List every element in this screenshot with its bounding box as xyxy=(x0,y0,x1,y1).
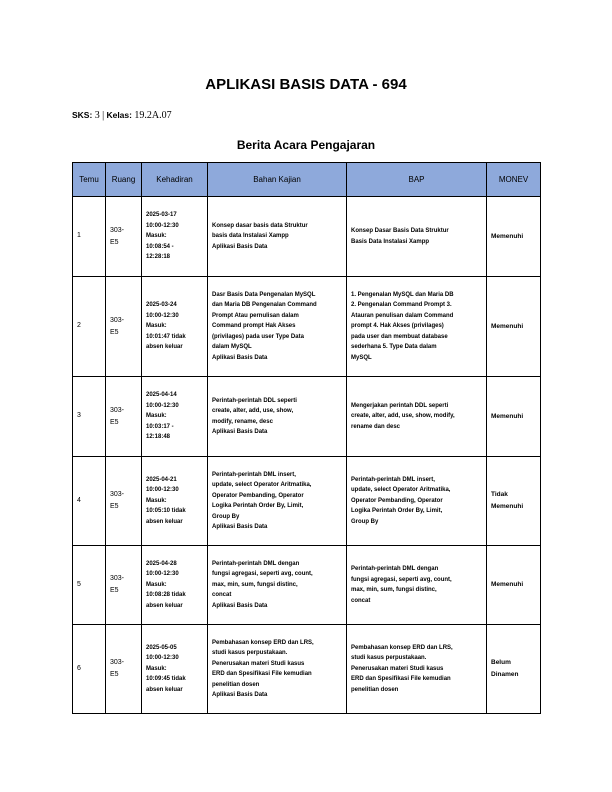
cell-line: 2025-03-17 xyxy=(146,212,177,219)
cell-line: absen keluar xyxy=(146,602,183,609)
cell-line: Masuk: xyxy=(146,581,167,588)
cell-line: 10:08:28 tidak xyxy=(146,592,186,599)
cell-line: Memenuhi xyxy=(491,232,524,240)
cell-line: basis data Instalasi Xampp xyxy=(212,233,289,240)
cell-line: 303- xyxy=(110,659,125,666)
cell-line: Operator Pembanding, Operator xyxy=(351,497,443,504)
table-row xyxy=(73,377,541,457)
cell-monev xyxy=(487,377,541,457)
table-row xyxy=(73,625,541,714)
cell-kehadiran xyxy=(142,377,208,457)
cell-line: 2025-04-21 xyxy=(146,476,177,483)
cell-line: 2025-05-05 xyxy=(146,644,177,651)
header-kehadiran: Kehadiran xyxy=(142,163,208,197)
cell-bap xyxy=(347,457,487,546)
attendance-table xyxy=(72,162,541,714)
cell-line: Perintah-perintah DML dengan xyxy=(212,560,300,567)
cell-kehadiran xyxy=(142,197,208,277)
cell-bap xyxy=(347,625,487,714)
cell-line: 12:28:18 xyxy=(146,254,171,261)
cell-line: Penerusakan materi Studi kasus xyxy=(212,660,305,667)
cell-line: Memenuhi xyxy=(491,412,524,420)
cell-line: absen keluar xyxy=(146,686,183,693)
cell-bahan-kajian xyxy=(208,546,347,625)
cell-line: Atauran penulisan dalam Command xyxy=(351,312,454,319)
cell-line: 303- xyxy=(110,316,125,324)
cell-kehadiran xyxy=(142,546,208,625)
cell-line: modify, rename, desc xyxy=(212,418,273,425)
cell-line: ERD dan Spesifikasi File kemudian xyxy=(212,671,312,677)
cell-line: 303- xyxy=(110,575,125,582)
cell-line: Konsep dasar basis data Struktur xyxy=(212,222,308,229)
cell-kehadiran xyxy=(142,277,208,377)
cell-line: 12:18:48 xyxy=(146,434,171,441)
cell-line: 303- xyxy=(110,226,125,234)
cell-line: Perintah-perintah DML insert, xyxy=(212,471,296,478)
cell-line: Dasr Basis Data Pengenalan MySQL xyxy=(212,291,316,298)
cell-ruang xyxy=(106,377,142,457)
table-row xyxy=(73,197,541,277)
cell-ruang xyxy=(106,277,142,377)
sks-label: SKS: xyxy=(72,110,93,120)
cell-line: studi kasus perpustakaan. xyxy=(351,655,427,662)
cell-line: Basis Data Instalasi Xampp xyxy=(351,238,430,245)
cell-line: E5 xyxy=(110,418,119,426)
cell-line: E5 xyxy=(110,587,119,594)
cell-line: Perintah-perintah DML insert, xyxy=(351,476,435,483)
document-subtitle: Berita Acara Pengajaran xyxy=(236,138,376,152)
cell-line: Pembahasan konsep ERD dan LRS, xyxy=(351,644,453,651)
cell-temu: 4 xyxy=(73,457,106,546)
cell-line: Pembahasan konsep ERD dan LRS, xyxy=(212,639,314,646)
cell-line: 10:00-12:30 xyxy=(146,222,179,229)
cell-monev xyxy=(487,197,541,277)
cell-bap xyxy=(347,546,487,625)
cell-line: ERD dan Spesifikasi File kemudian xyxy=(351,676,451,683)
cell-line: create, alter, add, use, show, xyxy=(212,408,294,414)
cell-line: Command prompt Hak Akses xyxy=(212,323,296,330)
cell-line: E5 xyxy=(110,503,119,510)
document-title: APLIKASI BASIS DATA - 694 xyxy=(205,76,407,93)
cell-line: Aplikasi Basis Data xyxy=(212,602,268,609)
cell-line: prompt 4. Hak Akses (privilages) xyxy=(351,323,444,330)
header-monev: MONEV xyxy=(487,163,541,197)
cell-line: 10:00-12:30 xyxy=(146,402,179,409)
cell-line: Konsep Dasar Basis Data Struktur xyxy=(351,228,449,234)
cell-line: 10:09:45 tidak xyxy=(146,676,186,683)
cell-monev xyxy=(487,457,541,546)
cell-line: 10:00-12:30 xyxy=(146,487,179,494)
cell-line: E5 xyxy=(110,671,119,678)
cell-line: (privilages) pada user Type Data xyxy=(212,333,304,340)
cell-line: pada user dan membuat database xyxy=(351,333,448,340)
cell-bahan-kajian xyxy=(208,625,347,714)
cell-line: max, min, sum, fungsi distinc, xyxy=(212,581,298,588)
cell-line: 10:03:17 - xyxy=(146,423,174,430)
cell-line: Dinamen xyxy=(491,671,519,678)
cell-ruang xyxy=(106,625,142,714)
cell-ruang xyxy=(106,546,142,625)
cell-line: 303- xyxy=(110,406,125,414)
cell-line: fungsi agregasi, seperti avg, count, xyxy=(212,571,313,578)
cell-line: Group By xyxy=(351,518,379,525)
cell-line: studi kasus perpustakaan. xyxy=(212,650,288,656)
cell-bap xyxy=(347,377,487,457)
cell-line: Logika Perintah Order By, Limit, xyxy=(212,503,304,509)
cell-bahan-kajian xyxy=(208,457,347,546)
cell-line: E5 xyxy=(110,238,119,246)
cell-line: Memenuhi xyxy=(491,581,524,588)
cell-temu: 6 xyxy=(73,625,106,714)
cell-temu: 5 xyxy=(73,546,106,625)
cell-line: Group By xyxy=(212,513,240,520)
cell-line: concat xyxy=(351,597,371,604)
cell-monev xyxy=(487,546,541,625)
cell-line: Masuk: xyxy=(146,413,167,420)
cell-monev xyxy=(487,277,541,377)
cell-line: 10:00-12:30 xyxy=(146,312,179,319)
table-row xyxy=(73,546,541,625)
cell-line: Aplikasi Basis Data xyxy=(212,524,268,530)
cell-line: Perintah-perintah DML dengan xyxy=(351,566,439,572)
cell-line: Aplikasi Basis Data xyxy=(212,429,268,435)
cell-line: create, alter, add, use, show, modify, xyxy=(351,413,455,420)
cell-line: 2. Pengenalan Command Prompt 3. xyxy=(351,302,452,309)
cell-line: update, select Operator Aritmatika, xyxy=(351,487,451,494)
cell-line: dan Maria DB Pengenalan Command xyxy=(212,302,317,309)
cell-line: sederhana 5. Type Data dalam xyxy=(351,344,437,351)
cell-line: Perintah-perintah DDL seperti xyxy=(212,397,297,404)
cell-line: Tidak xyxy=(491,491,508,498)
cell-line: max, min, sum, fungsi distinc, xyxy=(351,587,437,593)
cell-kehadiran xyxy=(142,625,208,714)
cell-line: Aplikasi Basis Data xyxy=(212,354,268,361)
meta-separator: | xyxy=(102,110,105,121)
cell-line: 2025-03-24 xyxy=(146,302,177,309)
cell-bahan-kajian xyxy=(208,377,347,457)
cell-bahan-kajian xyxy=(208,197,347,277)
cell-line: 2025-04-14 xyxy=(146,392,177,399)
cell-bahan-kajian xyxy=(208,277,347,377)
cell-ruang xyxy=(106,457,142,546)
cell-line: 10:05:10 tidak xyxy=(146,508,186,515)
kelas-value: 19.2A.07 xyxy=(134,110,172,121)
cell-line: Memenuhi xyxy=(491,503,524,510)
cell-line: penelitian dosen xyxy=(351,686,399,693)
cell-line: 10:00-12:30 xyxy=(146,571,179,578)
cell-line: absen keluar xyxy=(146,518,183,525)
cell-line: Masuk: xyxy=(146,323,167,330)
cell-line: update, select Operator Aritmatika, xyxy=(212,482,312,488)
cell-line: Mengerjakan perintah DDL seperti xyxy=(351,402,449,409)
course-meta xyxy=(72,110,172,121)
cell-line: 303- xyxy=(110,491,125,498)
cell-line: 2025-04-28 xyxy=(146,560,177,567)
cell-line: absen keluar xyxy=(146,344,183,351)
cell-line: Masuk: xyxy=(146,497,167,504)
cell-bap xyxy=(347,277,487,377)
kelas-label: Kelas: xyxy=(106,110,132,120)
header-bahan-kajian: Bahan Kajian xyxy=(208,163,347,197)
cell-line: Aplikasi Basis Data xyxy=(212,692,268,698)
cell-line: Logika Perintah Order By, Limit, xyxy=(351,508,443,515)
cell-monev xyxy=(487,625,541,714)
sks-value: 3 xyxy=(94,110,100,121)
cell-line: Masuk: xyxy=(146,665,167,672)
cell-line: rename dan desc xyxy=(351,423,401,430)
cell-line: fungsi agregasi, seperti avg, count, xyxy=(351,576,452,583)
header-temu: Temu xyxy=(73,163,106,197)
table-body xyxy=(73,197,541,714)
cell-line: Aplikasi Basis Data xyxy=(212,243,268,250)
cell-line: dalam MySQL xyxy=(212,344,252,351)
table-row xyxy=(73,457,541,546)
cell-line: penelitian dosen xyxy=(212,681,260,688)
table-row xyxy=(73,277,541,377)
cell-line: E5 xyxy=(110,328,119,336)
cell-line: 1. Pengenalan MySQL dan Maria DB xyxy=(351,291,454,298)
cell-line: 10:08:54 - xyxy=(146,243,174,250)
cell-temu: 2 xyxy=(73,277,106,377)
cell-ruang xyxy=(106,197,142,277)
cell-temu: 1 xyxy=(73,197,106,277)
cell-kehadiran xyxy=(142,457,208,546)
cell-line: Memenuhi xyxy=(491,322,524,330)
cell-line: Operator Pembanding, Operator xyxy=(212,492,304,499)
cell-line: Masuk: xyxy=(146,233,167,240)
cell-line: MySQL xyxy=(351,354,372,361)
cell-line: concat xyxy=(212,592,232,599)
cell-line: Prompt Atau pernulisan dalam xyxy=(212,312,299,319)
cell-temu: 3 xyxy=(73,377,106,457)
cell-line: Penerusakan materi Studi kasus xyxy=(351,665,444,672)
cell-line: 10:01:47 tidak xyxy=(146,333,186,340)
table-header-row xyxy=(73,163,541,197)
cell-line: 10:00-12:30 xyxy=(146,655,179,662)
header-bap: BAP xyxy=(347,163,487,197)
header-ruang: Ruang xyxy=(106,163,142,197)
cell-bap xyxy=(347,197,487,277)
cell-line: Belum xyxy=(491,659,511,666)
